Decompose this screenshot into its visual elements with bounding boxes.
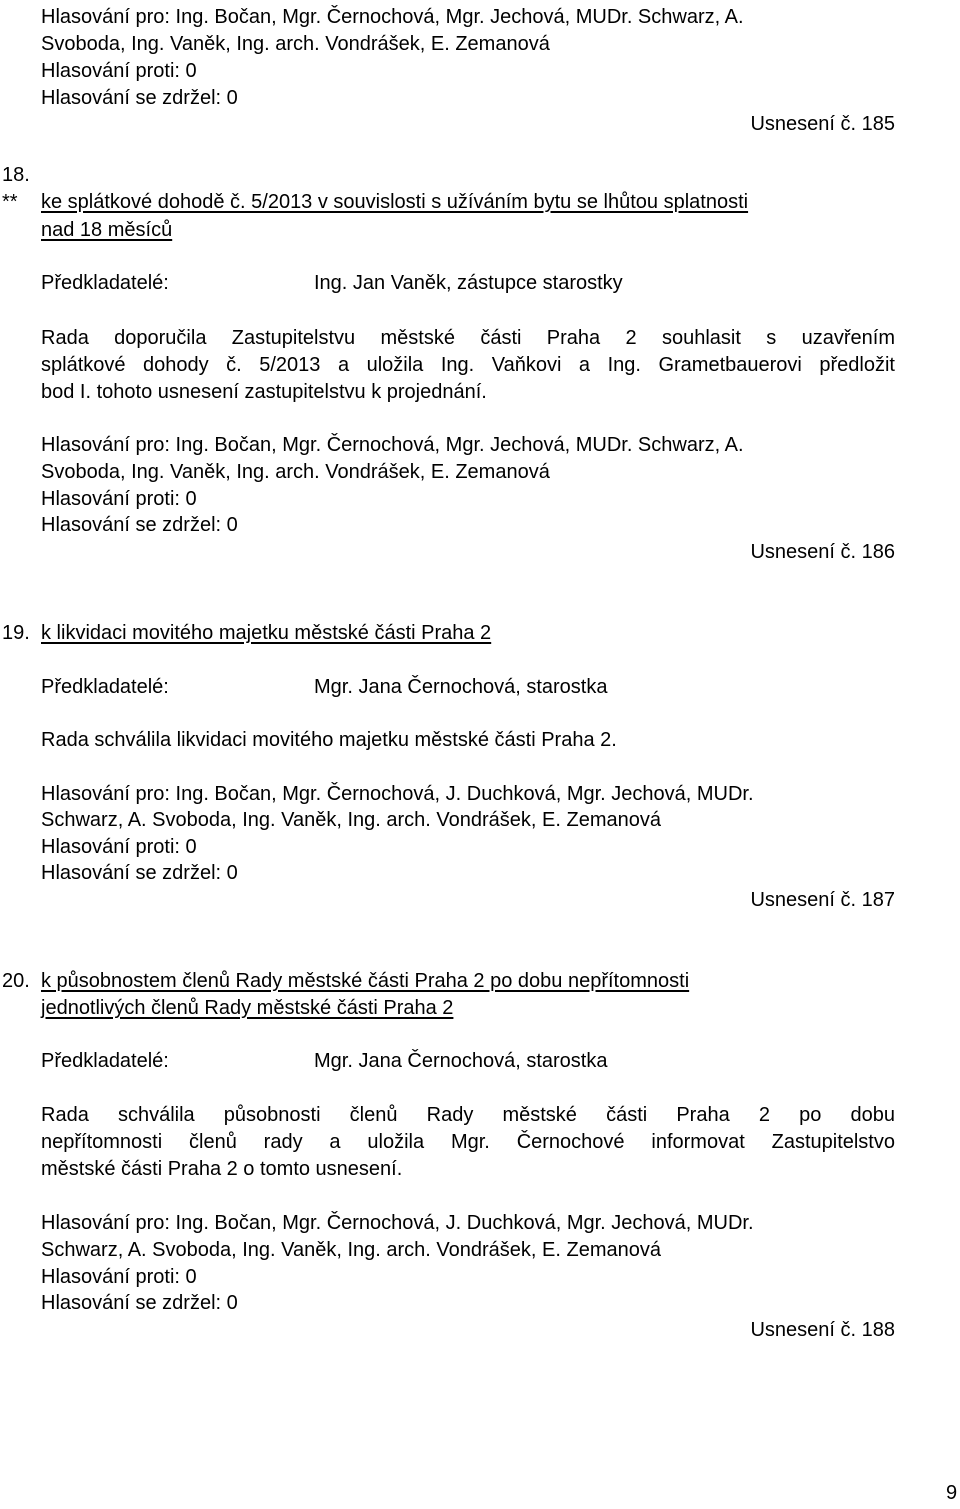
votes-against: Hlasování proti: 0	[41, 488, 197, 510]
resolution-text-line-2: nepřítomnosti členů rady a uložila Mgr. Černochové informovat Zastupitelstvo	[41, 1131, 895, 1153]
presenter-label: Předkladatelé:	[41, 1050, 169, 1072]
item-number: 20.	[2, 970, 30, 992]
resolution-text-line-1: Rada schválila působnosti členů Rady městské části Praha 2 po dobu	[41, 1104, 895, 1126]
presenter-name: Mgr. Jana Černochová, starostka	[314, 1050, 608, 1072]
resolution-number: Usnesení č. 186	[750, 541, 895, 563]
votes-for-line-1: Hlasování pro: Ing. Bočan, Mgr. Černochová, Mgr. Jechová, MUDr. Schwarz, A.	[41, 6, 744, 28]
item-number: 19.	[2, 622, 30, 644]
item-title-line-1: k působnostem členů Rady městské části Praha 2 po dobu nepřítomnosti	[41, 970, 690, 992]
resolution-text-line-1: Rada schválila likvidaci movitého majetku městské části Praha 2.	[41, 729, 617, 751]
votes-for-line-1: Hlasování pro: Ing. Bočan, Mgr. Černochová, J. Duchková, Mgr. Jechová, MUDr.	[41, 1212, 754, 1234]
votes-abstained: Hlasování se zdržel: 0	[41, 862, 238, 884]
presenter-name: Mgr. Jana Černochová, starostka	[314, 676, 608, 698]
votes-against: Hlasování proti: 0	[41, 1266, 197, 1288]
resolution-text-line-1: Rada doporučila Zastupitelstvu městské části Praha 2 souhlasit s uzavřením	[41, 327, 895, 349]
item-title-line-2: nad 18 měsíců	[41, 219, 173, 241]
votes-abstained: Hlasování se zdržel: 0	[41, 87, 238, 109]
resolution-number: Usnesení č. 185	[750, 113, 895, 135]
item-mark: **	[2, 191, 18, 213]
votes-abstained: Hlasování se zdržel: 0	[41, 514, 238, 536]
presenter-label: Předkladatelé:	[41, 272, 169, 294]
resolution-number: Usnesení č. 188	[750, 1319, 895, 1341]
votes-for-line-2: Svoboda, Ing. Vaněk, Ing. arch. Vondrášek, E. Zemanová	[41, 33, 550, 55]
item-title-line-2: jednotlivých členů Rady městské části Praha 2	[41, 997, 454, 1019]
votes-for-line-2: Schwarz, A. Svoboda, Ing. Vaněk, Ing. arch. Vondrášek, E. Zemanová	[41, 809, 661, 831]
item-title-line-1: ke splátkové dohodě č. 5/2013 v souvislosti s užíváním bytu se lhůtou splatnosti	[41, 191, 749, 213]
votes-abstained: Hlasování se zdržel: 0	[41, 1292, 238, 1314]
resolution-number: Usnesení č. 187	[750, 889, 895, 911]
votes-against: Hlasování proti: 0	[41, 836, 197, 858]
resolution-text-line-3: bod I. tohoto usnesení zastupitelstvu k projednání.	[41, 381, 487, 403]
votes-for-line-2: Svoboda, Ing. Vaněk, Ing. arch. Vondrášek, E. Zemanová	[41, 461, 550, 483]
resolution-text-line-3: městské části Praha 2 o tomto usnesení.	[41, 1158, 403, 1180]
presenter-name: Ing. Jan Vaněk, zástupce starostky	[314, 272, 623, 294]
item-title-line-1: k likvidaci movitého majetku městské části Praha 2	[41, 622, 492, 644]
votes-against: Hlasování proti: 0	[41, 60, 197, 82]
votes-for-line-1: Hlasování pro: Ing. Bočan, Mgr. Černochová, Mgr. Jechová, MUDr. Schwarz, A.	[41, 434, 744, 456]
page-number: 9	[946, 1482, 958, 1504]
votes-for-line-1: Hlasování pro: Ing. Bočan, Mgr. Černochová, J. Duchková, Mgr. Jechová, MUDr.	[41, 783, 754, 805]
item-number: 18.	[2, 164, 30, 186]
presenter-label: Předkladatelé:	[41, 676, 169, 698]
votes-for-line-2: Schwarz, A. Svoboda, Ing. Vaněk, Ing. arch. Vondrášek, E. Zemanová	[41, 1239, 661, 1261]
resolution-text-line-2: splátkové dohody č. 5/2013 a uložila Ing. Vaňkovi a Ing. Grametbauerovi předložit	[41, 354, 895, 376]
